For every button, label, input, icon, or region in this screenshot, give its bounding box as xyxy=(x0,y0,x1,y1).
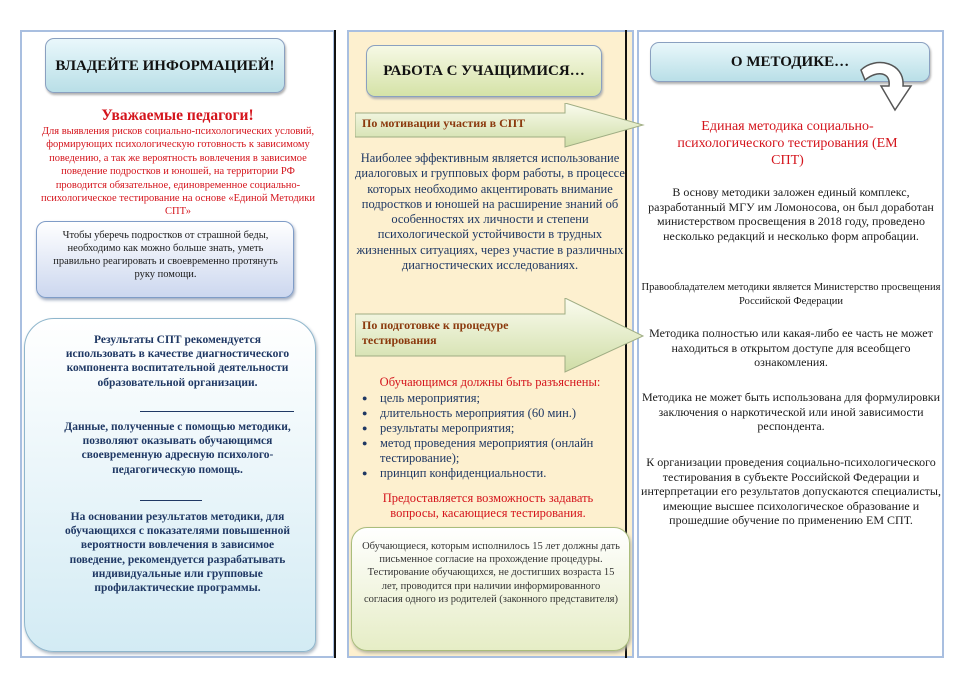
header-students: РАБОТА С УЧАЩИМИСЯ… xyxy=(366,45,602,97)
results-paragraph-3: На основании результатов методики, для обучающихся с показателями повышенной вероятности вовлечения в зависимое поведение, рекомендуется разрабатывать индивидуальные или групповые профилактические программы. xyxy=(65,511,290,595)
methodology-paragraph-5: К организации проведения социально-психологического тестирования в субъекте Российской Федерации и интерпретации его результатов допускаются специалисты, имеющие высшее психологическое образование и прошедшие обучение по применению ЕМ СПТ. xyxy=(641,455,941,528)
methodology-paragraph-2: Правообладателем методики является Министерство просвещения Российской Федерации xyxy=(641,282,941,307)
explain-title: Обучающимся должны быть разъяснены: xyxy=(379,375,601,389)
results-paragraph-2: Данные, полученные с помощью методики, позволяют оказывать обучающимся своевременную адресную психолого-педагогическую помощь. xyxy=(64,421,291,476)
header-information: ВЛАДЕЙТЕ ИНФОРМАЦИЕЙ! xyxy=(45,38,285,93)
divider xyxy=(140,411,294,412)
arrow-label-motivation: По мотивации участия в СПТ xyxy=(362,116,526,130)
methodology-title: Единая методика социально-психологического тестирования (ЕМ СПТ) xyxy=(677,119,898,168)
questions-text: Предоставляется возможность задавать вопросы, касающиеся тестирования. xyxy=(382,491,594,520)
explain-list xyxy=(352,391,622,481)
arrow-label-preparation: По подготовке к процедуре тестирования xyxy=(362,318,509,347)
consent-text: Обучающиеся, которым исполнилось 15 лет должны дать письменное согласие на прохождение процедуры. Тестирование обучающихся, не достигших возраста 15 лет, проводится при наличии информированного согласия одного из родителей (законного представителя) xyxy=(362,541,620,605)
results-paragraph-1: Результаты СПТ рекомендуется использовать в качестве диагностического компонента воспитательной деятельности образовательной организации. xyxy=(65,334,290,389)
list-item: ● метод проведения мероприятия (онлайн тестирование); xyxy=(352,436,622,466)
intro-text: Для выявления рисков социально-психологических условий, формирующих психологическую готовность к зависимому поведению, а так же вероятность вовлечения в зависимое поведение подростков и юношей, на территории РФ проводится обязательное, единовременное социально-психологическое тестирование на основе «Единой Методики СПТ» xyxy=(40,126,316,218)
list-item: ● цель мероприятия; xyxy=(352,391,622,406)
header-methodology: О МЕТОДИКЕ… xyxy=(650,42,930,82)
greeting-heading: Уважаемые педагоги! xyxy=(101,107,254,124)
divider xyxy=(140,500,202,501)
fold-line-left xyxy=(334,30,336,658)
list-item: ● длительность мероприятия (60 мин.) xyxy=(352,406,622,421)
list-item: ● результаты мероприятия; xyxy=(352,421,622,436)
methodology-paragraph-1: В основу методики заложен единый комплекс, разработанный МГУ им Ломоносова, он был доработан министерством просвещения в 2018 году, проведено несколько редакций и несколько форм апробации. xyxy=(648,185,934,243)
advice-text: Чтобы уберечь подростков от страшной беды, необходимо как можно больше знать, уметь правильно реагировать и своевременно протянуть руку помощи. xyxy=(53,230,278,280)
methodology-paragraph-4: Методика не может быть использована для формулировки заключения о наркотической или иной зависимости респондента. xyxy=(641,390,941,434)
motivation-text: Наиболее эффективным является использование диалоговых и групповых форм работы, в процессе которых необходимо акцентировать внимание подростков и юношей на расширение знаний об особенностях их личности и степени психологической устойчивости в трудных жизненных ситуациях, через участие в различных диагностических исследованиях. xyxy=(355,151,625,273)
list-item: ● принцип конфиденциальности. xyxy=(352,466,622,481)
methodology-paragraph-3: Методика полностью или какая-либо ее часть не может находиться в открытом доступе для всеобщего ознакомления. xyxy=(649,326,933,370)
curved-arrow-icon xyxy=(855,56,913,120)
